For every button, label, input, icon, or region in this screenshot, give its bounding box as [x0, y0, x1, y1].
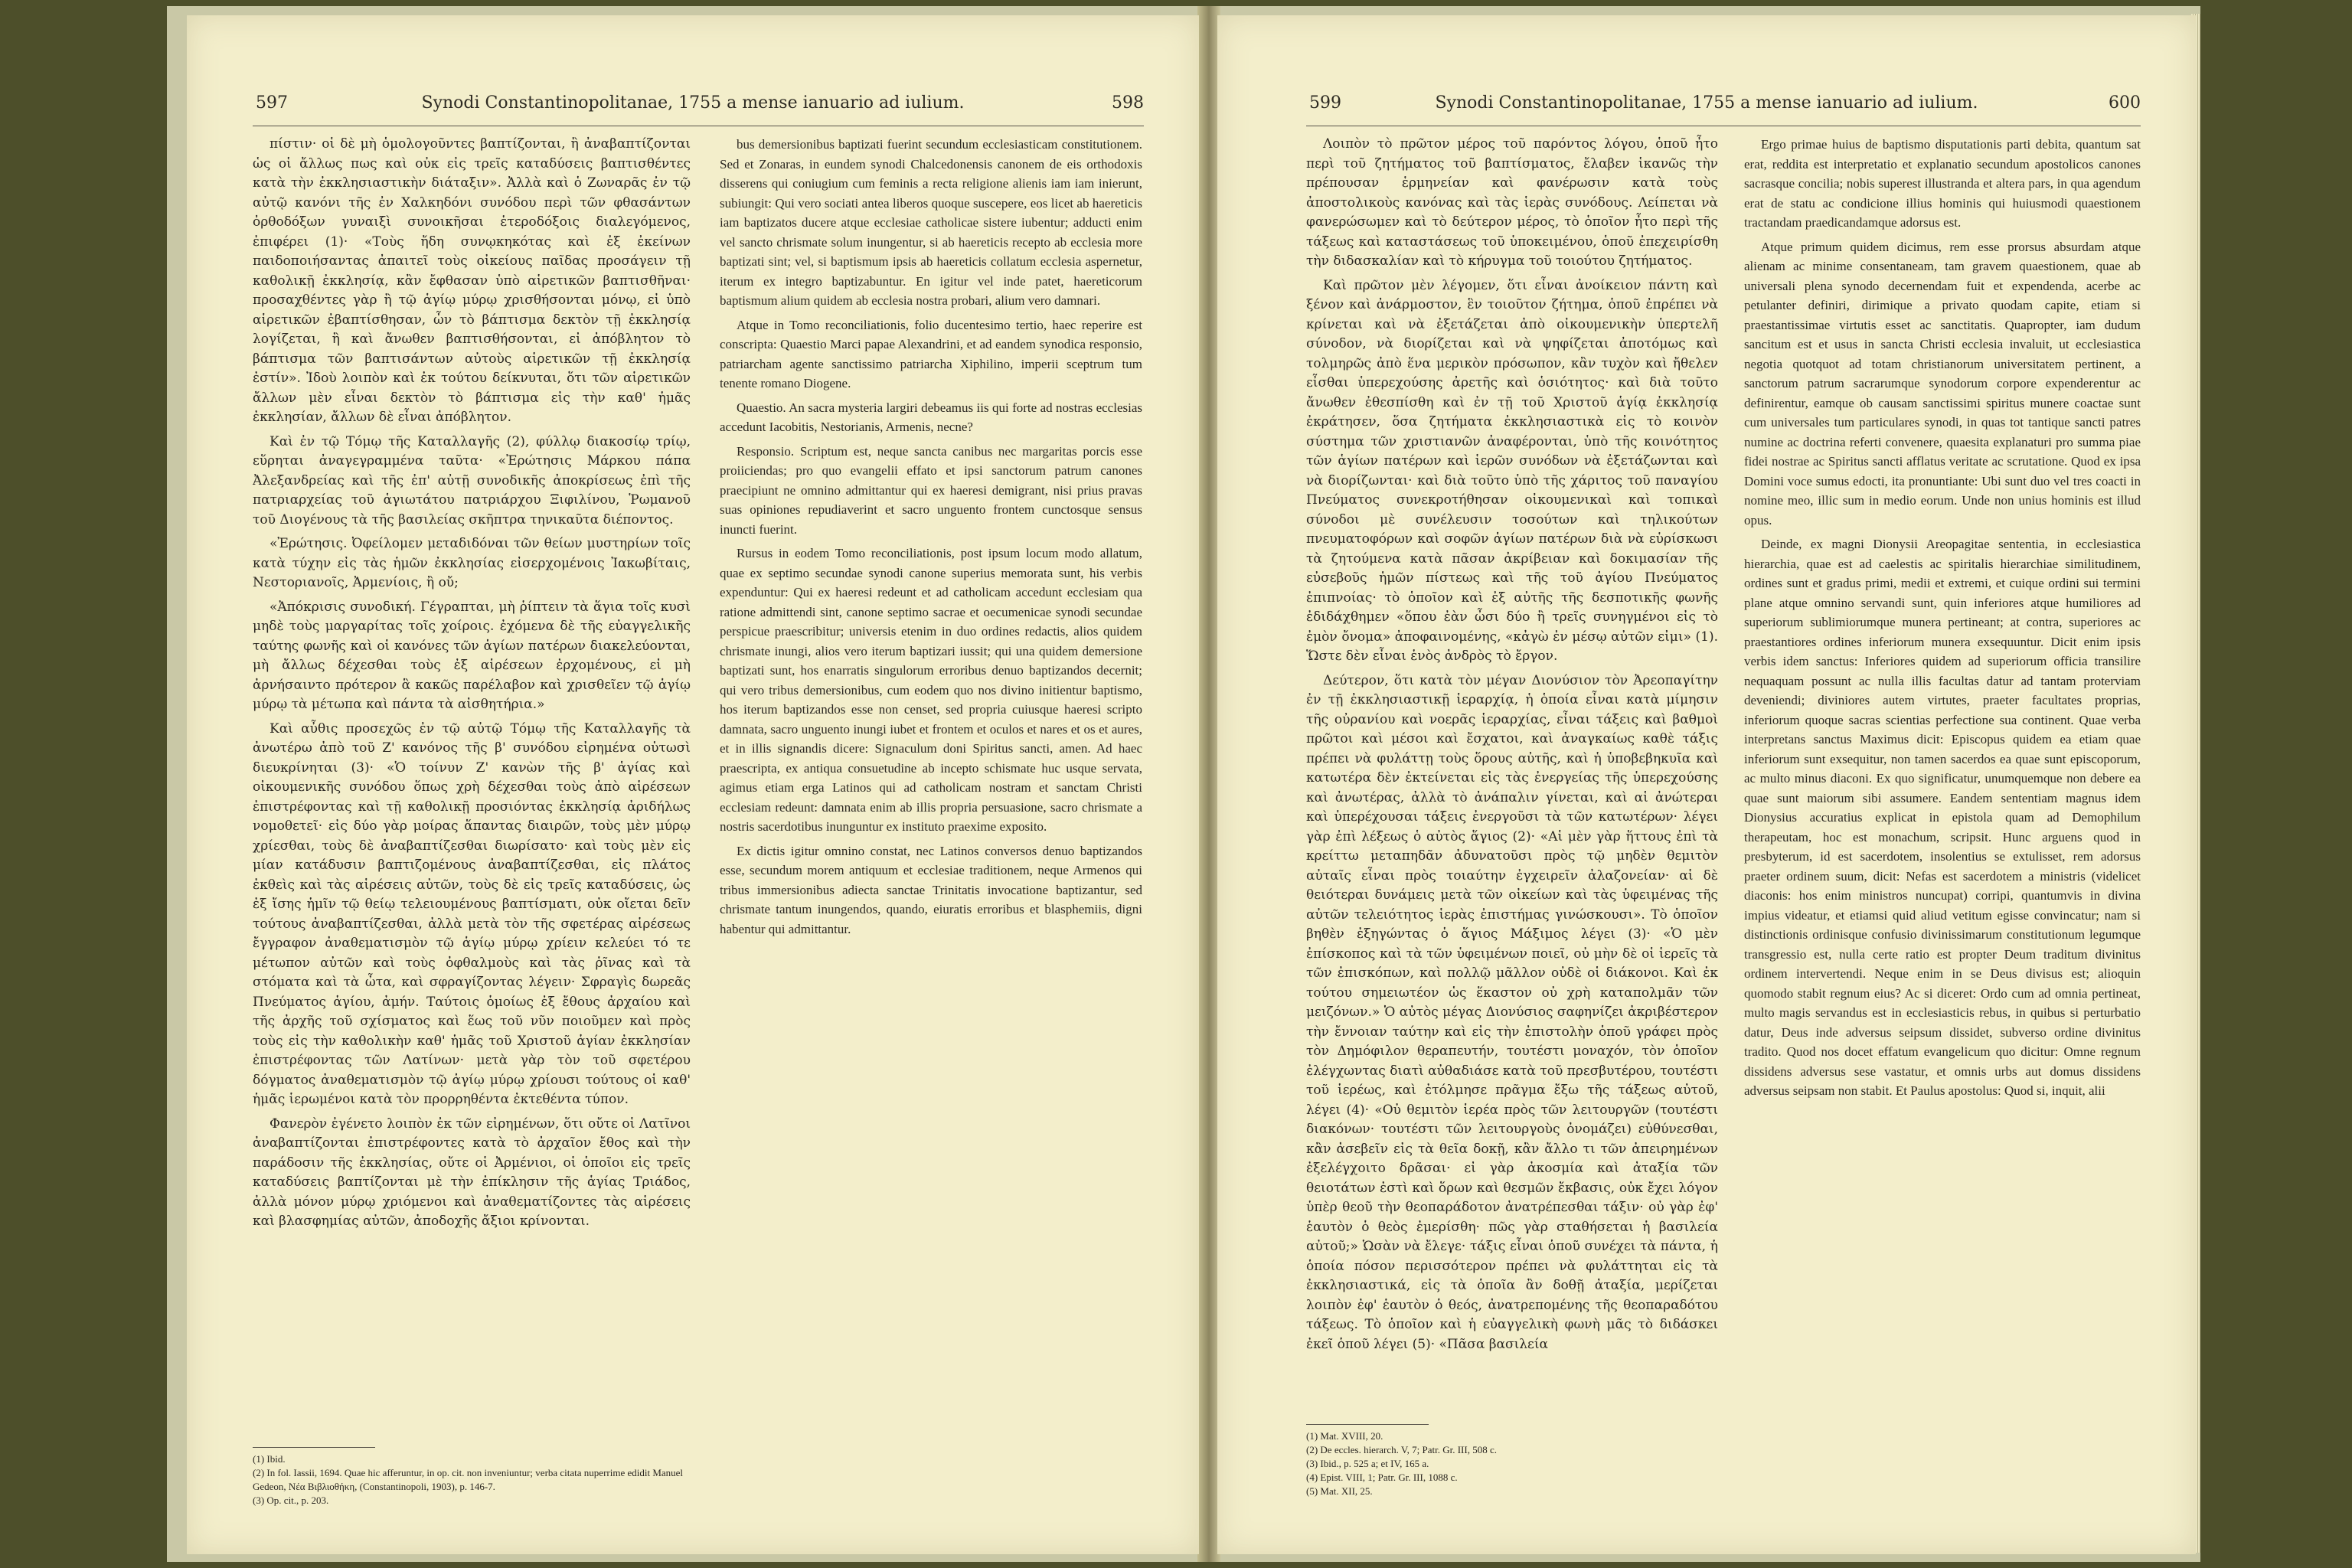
left-running-title: Synodi Constantinopolitanae, 1755 a mense ianuario ad iulium.	[421, 93, 965, 113]
left-running-head	[187, 93, 1199, 124]
right-page-number-b: 600	[2109, 93, 2141, 113]
footnote: (4) Epist. VIII, 1; Patr. Gr. III, 1088 c.	[1306, 1472, 1458, 1483]
left-greek-paragraph: Καὶ ἐν τῷ Τόμῳ τῆς Καταλλαγῆς (2), φύλλῳ διακοσίῳ τρίῳ, εὕρηται ἀναγεγραμμένα ταῦτα· «Ἐρώτησις Μάρκου πάπα Ἀλεξανδρείας καὶ τῆς ἐπ' αὐτῇ συνοδικῆς ἀποκρίσεως ἐπὶ τῆς πατριαρχείας τοῦ ἁγιωτάτου πατριάρχου Ξιφιλίνου, Ῥωμανοῦ τοῦ Διογένους τὰ τῆς βασιλείας σκῆπτρα τηνικαῦτα διέποντος.	[253, 433, 691, 528]
left-page	[187, 15, 1199, 1554]
right-greek-column	[1306, 135, 1718, 1462]
left-columns	[253, 135, 1144, 1462]
left-greek-column	[253, 135, 691, 1462]
open-book	[167, 6, 2200, 1562]
left-latin-paragraph: Quaestio. An sacra mysteria largiri debeamus iis qui forte ad nostras ecclesias accedunt Iacobitis, Nestorianis, Armenis, necne?	[720, 400, 1142, 434]
right-latin-paragraph: Atque primum quidem dicimus, rem esse prorsus absurdam atque alienam ac minime consentaneam, tam gravem quaestionem, quae ab universali plena synodo decernendam fuit et expendenda, acerbe ac petulanter definiri, dirimique a privato quodam capite, etiam si praestantissimae virtutis esset ac sanctitatis. Quapropter, iam dudum sancitum est et usus in sancta Christi ecclesia invaluit, ut ecclesiastica negotia quotquot ad totam christianorum universitatem pertinent, a sanctorum patrum sacrarumque synodorum corpore expenderentur ac definirentur, eamque ob causam sanctissimi spiritus munere coactae sunt cum universales tum particulares synodi, in quas tot tantique sancti patres numine ac doctrina referti convenere, quaesita explanaturi pro summa piae fidei nostrae ac Spiritus sancti afflatus veritate ac scrutatione. Quod ex ipsa Domini voce sumus edocti, ita pronuntiante: Ubi sunt duo vel tres coacti in nomine meo, illic sum in medio eorum. Unde non unius hominis est illud opus.	[1744, 239, 2141, 528]
right-latin-paragraph: Ergo primae huius de baptismo disputationis parti debita, quantum sat erat, reddita est interpretatio et explanatio secundum apostolicos canones sacrasque concilia; nobis superest illustranda et altera pars, in qua agendum erat de statu ac condicione illius hominis qui huiusmodi quaestionem tractandam praedicandamque adorsus est.	[1744, 137, 2141, 230]
left-latin-column	[720, 135, 1142, 1462]
right-latin-paragraph: Deinde, ex magni Dionysii Areopagitae sententia, in ecclesiastica hierarchia, quae est ad caelestis ac spiritalis hierarchiae similitudinem, ordines sunt et gradus primi, medii et extremi, et cuique ordini sui termini plane atque omnino servandi sunt, quin inferiores atque humiliores ad superiorum sublimiorumque munera pertineant; at contra, superiores ac praestantiores ordines inferiorum munera exsequuntur. Dicit enim ipsis verbis idem sanctus: Inferiores quidem ad superiorum officia transilire nequaquam possunt ac nulla illis facultas datur ad tantam proterviam deveniendi; diviniores autem virtutes, praeter facultates proprias, inferiorum quoque sacras scientias perfectione sua continent. Quae verba interpretans sanctus Maximus dicit: Episcopus quidem ea etiam quae inferiorum sunt exsequitur, non tamen sacerdos ea quae sunt episcoporum, ac multo minus diaconi. Ex quo significatur, unumquemque non debere ea quae sunt maiorum sibi assumere. Eandem sententiam magnus idem Dionysius accuratius explicat in epistola quam ad Demophilum therapeutam, hoc est monachum, scripsit. Hunc arguens quod in presbyterum, id est sacerdotem, insolentius se extulisset, rem adorsus praeter ordinem suum, dicit: Nefas est sacerdotem a ministris (videlicet diaconis: hos enim ministros nuncupat) corripi, quantumvis in divina impius videatur, et etiamsi quid aliud vetitum egisse convincatur; nam si distinctionis ordinisque confusio divinissimarum constitutionum legumque transgressio est, nulla certe ratio est propter Deum traditum divinitus ordinem intervertendi. Neque enim in se Deus divisus est; alioquin quomodo stabit regnum eius? Ac si diceret: Ordo cum ad omnia pertineat, multo magis servandus est in ecclesiasticis rebus, in quibus si perturbatio datur, Deus inde adversus seipsum dissidet, subverso ordine divinitus tradito. Quod nos docet effatum evangelicum quo dicitur: Omne regnum dissidens adversus sese vastatur, et omnis urbs aut domus dissidens adversus seipsam non stabit. Et Paulus apostolus: Quod si, inquit, alii	[1744, 537, 2141, 1098]
footnote: (5) Mat. XII, 25.	[1306, 1485, 1373, 1497]
right-page	[1217, 15, 2196, 1554]
right-footnotes	[1306, 1424, 1720, 1498]
left-greek-paragraph: «Ἐρώτησις. Ὀφείλομεν μεταδιδόναι τῶν θείων μυστηρίων τοῖς κατὰ τύχην εἰς τὰς ἡμῶν ἐκκλησίας εἰσερχομένοις Ἰακωβίταις, Νεστοριανοῖς, Ἀρμενίοις, ἢ οὔ;	[253, 536, 691, 590]
footnote: (3) Op. cit., p. 203.	[253, 1494, 329, 1506]
left-latin-paragraph: bus demersionibus baptizati fuerint secundum ecclesiasticam constitutionem. Sed et Zonaras, in eundem synodi Chalcedonensis canonem de eis orthodoxis disserens qui coniugium cum feminis a recta religione alienis iam iam inierunt, subiungit: Qui vero sociati antea liberos quoque suscepere, eos licet ab haereticis iam baptizatos ducere atque ecclesiae catholicae sistere iubentur; adducti enim vel sancto chrismate solum inungentur, si ab haereticis recepto ab ecclesia more baptizati sint; vel, si baptismum ipsis ab haereticis collatum ecclesia aspernetur, iterum ex integro baptizabuntur. En igitur vel inde patet, haereticorum baptismum alium quidem ab ecclesia nostra probari, alium vero damnari.	[720, 137, 1142, 308]
left-page-number-a: 597	[256, 93, 288, 113]
right-footnote-rule	[1306, 1424, 1429, 1425]
right-greek-paragraph: Καὶ πρῶτον μὲν λέγομεν, ὅτι εἶναι ἀνοίκειον πάντη καὶ ξένον καὶ ἀνάρμοστον, ἓν τοιοῦτον ζήτημα, ὁποῦ ἐπρέπει νὰ κρίνεται καὶ νὰ ἐξετάζεται ἀπὸ οἰκουμενικὴν ὑπερτελῆ σύνοδον, νὰ διορίζεται καὶ νὰ ψηφίζεται ἀποτόμως καὶ τολμηρῶς ἀπὸ ἕνα μερικὸν πρόσωπον, κἂν τυχὸν καὶ ἤθελεν εἶσθαι ὑπερεχούσης ἀρετῆς καὶ ὁσιότητος· καὶ διὰ τοῦτο ἄνωθεν ἐθεσπίσθη καὶ ἐν τῇ τοῦ Χριστοῦ ἁγίᾳ ἐκκλησίᾳ ἐκράτησεν, ὅσα ζητήματα ἐκκλησιαστικὰ εἰς τὸ κοινὸν σύστημα τῶν χριστιανῶν ἀναφέρονται, ὑπὸ τῆς κοινότητος τῶν ἁγίων πατέρων καὶ ἱερῶν συνόδων νὰ ἐξετάζωνται καὶ νὰ διορίζωνται· καὶ διὰ τοῦτο ὑπὸ τῆς χάριτος τοῦ παναγίου Πνεύματος συνεκροτήθησαν οἰκουμενικαὶ καὶ τοπικαὶ σύνοδοι μὲ συνέλευσιν τοσούτων καὶ τηλικούτων πνευματοφόρων καὶ σοφῶν ἁγίων πατέρων διὰ νὰ εὑρίσκωσι τὰ ζητούμενα κατὰ πᾶσαν ἀκρίβειαν καὶ δοκιμασίαν τῆς εὐσεβοῦς ἡμῶν πίστεως καὶ τῆς τοῦ ἁγίου Πνεύματος ἐπιπνοίας· τὸ ὁποῖον καὶ ἐξ αὐτῆς τῆς δεσποτικῆς φωνῆς ἐδιδάχθημεν «ὅπου ἐὰν ὦσι δύο ἢ τρεῖς συνηγμένοι εἰς τὸ ἐμὸν ὄνομα» ἀποφαινομένης, «κἀγὼ ἐν μέσῳ αὐτῶν εἰμι» (1). Ὥστε δὲν εἶναι ἑνὸς ἀνδρὸς τὸ ἔργον.	[1306, 277, 1718, 664]
left-latin-paragraph: Ex dictis igitur omnino constat, nec Latinos conversos denuo baptizandos esse, secundum morem antiquum et ecclesiae traditionem, neque Armenos qui tribus immersionibus adiecta sanctae Trinitatis invocatione baptizantur, sed chrismate tantum inungendos, quando, eiuratis erroribus et blasphemiis, digni habentur qui admittantur.	[720, 843, 1142, 936]
right-running-head	[1217, 93, 2196, 124]
right-greek-paragraph: Λοιπὸν τὸ πρῶτον μέρος τοῦ παρόντος λόγου, ὁποῦ ἦτο περὶ τοῦ ζητήματος τοῦ βαπτίσματος, ἔλαβεν ἱκανῶς τὴν πρέπουσαν ἑρμηνείαν καὶ φανέρωσιν κατὰ τοὺς ἀποστολικοὺς κανόνας καὶ τὰς ἱερὰς συνόδους. Λείπεται νὰ φανερώσωμεν καὶ τὸ δεύτερον μέρος, τὸ ὁποῖον ἦτο περὶ τῆς τάξεως καὶ καταστάσεως τοῦ ὑποκειμένου, ὁποῦ ἐπεχειρίσθη τὴν διδασκαλίαν καὶ τὸ κήρυγμα τοῦ τοιούτου ζητήματος.	[1306, 136, 1718, 269]
left-greek-paragraph: Φανερὸν ἐγένετο λοιπὸν ἐκ τῶν εἰρημένων, ὅτι οὔτε οἱ Λατῖνοι ἀναβαπτίζονται ἐπιστρέφοντες κατὰ τὸ ἀρχαῖον ἔθος καὶ τὴν παράδοσιν τῆς ἐκκλησίας, οὔτε οἱ Ἀρμένιοι, οἱ ὁποῖοι εἰς τρεῖς καταδύσεις βαπτίζονται μὲ τὴν ἐπίκλησιν τῆς ἁγίας Τριάδος, ἀλλὰ μόνον μύρῳ χριόμενοι καὶ ἀναθεματίζοντες τὰς αἱρέσεις καὶ βλασφημίας αὐτῶν, ἀποδοχῆς ἄξιοι κρίνονται.	[253, 1116, 691, 1229]
footnote: (1) Mat. XVIII, 20.	[1306, 1430, 1383, 1442]
footnote: (2) In fol. Iassii, 1694. Quae hic afferuntur, in op. cit. non inveniuntur; verba citata nuperrime edidit Manuel Gedeon, Νέα Βιβλιοθήκη, (Constantinopoli, 1903), p. 146-7.	[253, 1467, 684, 1492]
footnote: (3) Ibid., p. 525 a; et IV, 165 a.	[1306, 1458, 1429, 1469]
right-running-title: Synodi Constantinopolitanae, 1755 a mense ianuario ad iulium.	[1435, 93, 1978, 113]
left-footnote-rule	[253, 1447, 375, 1448]
left-page-number-b: 598	[1112, 93, 1144, 113]
left-greek-paragraph: πίστιν· οἱ δὲ μὴ ὁμολογοῦντες βαπτίζονται, ἢ ἀναβαπτίζονται ὡς οἱ ἄλλως πως καὶ οὐκ εἰς τρεῖς καταδύσεις βαπτισθέντες κατὰ τὴν ἐκκλησιαστικὴν διάταξιν». Ἀλλὰ καὶ ὁ Ζωναρᾶς ἐν τῷ αὐτῷ κανόνι τῆς ἐν Χαλκηδόνι συνόδου περὶ τῶν φθασάντων ὀρθοδόξων γυναιξὶ συνοικῆσαι ἑτεροδόξοις διαλεγόμενος, ἐπιφέρει (1)· «Τοὺς ἤδη συνῳκηκότας καὶ ἐξ ἐκείνων παιδοποιήσαντας ἀπαιτεῖ τοὺς οἰκείους παῖδας προσάγειν τῇ καθολικῇ ἐκκλησίᾳ, κἂν ἔφθασαν ὑπὸ αἱρετικῶν βαπτισθῆναι· προσαχθέντες γὰρ ἢ τῷ ἁγίῳ μύρῳ χρισθήσονται μόνῳ, εἰ ὑπὸ αἱρετικῶν ἐβαπτίσθησαν, ὧν τὸ βάπτισμα δεκτὸν τῇ ἐκκλησίᾳ λογίζεται, ἢ καὶ ἄνωθεν βαπτισθήσονται, εἰ ἀπόβλητον τὸ βάπτισμα τῶν βαπτισάντων αὐτοὺς αἱρετικῶν τῇ ἐκκλησίᾳ ἐστίν». Ἰδοὺ λοιπὸν καὶ ἐκ τούτου δείκνυται, ὅτι τῶν αἱρετικῶν ἄλλων μὲν εἶναι δεκτὸν τὸ βάπτισμα εἰς τὴν καθ' ἡμᾶς ἐκκλησίαν, ἄλλων δὲ εἶναι ἀπόβλητον.	[253, 136, 691, 425]
right-columns	[1306, 135, 2141, 1462]
right-greek-paragraph: Δεύτερον, ὅτι κατὰ τὸν μέγαν Διονύσιον τὸν Ἀρεοπαγίτην ἐν τῇ ἐκκλησιαστικῇ ἱεραρχίᾳ, ἡ ὁποία εἶναι κατὰ μίμησιν τῆς οὐρανίου καὶ νοερᾶς ἱεραρχίας, εἶναι τάξεις καὶ βαθμοὶ πρῶτοι καὶ μέσοι καὶ ἔσχατοι, καὶ ἀναγκαίως καθὲ τάξις πρέπει νὰ φυλάττῃ τοὺς ὅρους αὐτῆς, καὶ ἡ ὑποβεβηκυῖα καὶ κατωτέρα δὲν ἐκτείνεται εἰς τὰς ἐνεργείας τῆς ὑπερεχούσης καὶ ἀνωτέρας, ἀλλὰ τὸ ἀνάπαλιν γίνεται, καὶ αἱ ἀνώτεραι καὶ ὑπερέχουσαι τάξεις ἐνεργοῦσι τὰ τῶν κατωτέρων· λέγει γὰρ ἐπὶ λέξεως ὁ αὐτὸς ἅγιος (2)· «Αἱ μὲν γὰρ ἥττους ἐπὶ τὰ κρείττω μεταπηδᾶν ἀδυνατοῦσι πρὸς τῷ μηδὲν θεμιτὸν αὐταῖς εἶναι πρὸς τοιαύτην ἐγχειρεῖν ἀλαζονείαν· αἱ δὲ θειότεραι δυνάμεις μετὰ τῶν οἰκείων καὶ τὰς ὑφειμένας τῆς αὐτῶν τελειότητος ἱερὰς ἐπιστήμας γινώσκουσι». Τὸ ὁποῖον βηθὲν ἐξηγώντας ὁ ἅγιος Μάξιμος λέγει (3)· «Ὁ μὲν ἐπίσκοπος καὶ τὰ τῶν ὑφειμένων ποιεῖ, οὐ μὴν δὲ οἱ ἱερεῖς τὰ τῶν ἐπισκόπων, καὶ πολλῷ μᾶλλον οὐδὲ οἱ διάκονοι. Καὶ ἐκ τούτου σημειωτέον ὡς ἕκαστον οὐ χρὴ καταπολμᾶν τῶν μειζόνων.» Ὁ αὐτὸς μέγας Διονύσιος σαφηνίζει ἀκριβέστερον τὴν ἔννοιαν ταύτην καὶ εἰς τὴν ἐπιστολὴν ὁποῦ γράφει πρὸς τὸν Δημόφιλον θεραπευτήν, τουτέστι μοναχόν, τὸν ὁποῖον ἐλέγχωντας διατὶ αὐθαδιάσε κατὰ τοῦ πρεσβυτέρου, τουτέστι τοῦ ἱερέως, καὶ ἐτόλμησε πρᾶγμα ἔξω τῆς τάξεως αὐτοῦ, λέγει (4)· «Οὐ θεμιτὸν ἱερέα πρὸς τῶν λειτουργῶν (τουτέστι διακόνων· τουτέστι τῶν λειτουργοὺς ὀνομάζει) εὐθύνεσθαι, κἂν ἀσεβεῖν εἰς τὰ θεῖα δοκῇ, κἂν ἄλλο τι τῶν ἀπειρημένων ἐξελέγχοιτο δρᾶσαι· εἰ γὰρ ἀκοσμία καὶ ἀταξία τῶν θειοτάτων ἐστὶ καὶ ὅρων καὶ θεσμῶν ἔκβασις, οὐκ ἔχει λόγον ὑπὲρ θεοῦ τὴν θεοπαράδοτον ἀνατρέπεσθαι τάξιν· οὐ γὰρ ἐφ' ἑαυτὸν ὁ θεὸς ἐμερίσθη· πῶς γὰρ σταθήσεται ἡ βασιλεία αὐτοῦ;» Ὡσὰν νὰ ἔλεγε· τάξις εἶναι ὁποῦ συνέχει τὰ πάντα, ἡ ὁποία πόσον περισσότερον πρέπει νὰ φυλάττηται εἰς τὰ ἐκκλησιαστικά, εἰς τὰ ὁποῖα ἂν δοθῇ ἀταξία, μερίζεται λοιπὸν ἐφ' ἑαυτὸν ὁ θεός, ἀνατρεπομένης τῆς θεοπαραδότου τάξεως. Τὸ ὁποῖον καὶ ἡ εὐαγγελικὴ φωνὴ μᾶς τὸ διδάσκει ἐκεῖ ὁποῦ λέγει (5)· «Πᾶσα βασιλεία	[1306, 672, 1718, 1352]
left-greek-paragraph: «Ἀπόκρισις συνοδική. Γέγραπται, μὴ ῥίπτειν τὰ ἅγια τοῖς κυσὶ μηδὲ τοὺς μαργαρίτας τοῖς χοίροις. ἐχόμενα δὲ τῆς εὐαγγελικῆς ταύτης φωνῆς καὶ οἱ κανόνες τῶν ἁγίων πατέρων διακελεύονται, μὴ ἄλλως δέχεσθαι τοὺς ἐξ αἱρέσεων ἐρχομένους, εἰ μὴ ἀρνήσαιντο πρότερον ἃ κακῶς παρέλαβον καὶ χρισθεῖεν τῷ ἁγίῳ μύρῳ τὰ μέτωπα καὶ πάντα τὰ αἰσθητήρια.»	[253, 599, 691, 712]
left-latin-paragraph: Responsio. Scriptum est, neque sancta canibus nec margaritas porcis esse proiiciendas; pro quo evangelii effato et ipsi sanctorum patrum canones praecipiunt ne omnino admittantur qui ex haeresi demigrant, nisi prius pravas suas opiniones repudiaverint et sacro unguento frontem cunctosque sensus inuncti fuerint.	[720, 443, 1142, 537]
footnote: (2) De eccles. hierarch. V, 7; Patr. Gr. III, 508 c.	[1306, 1444, 1497, 1455]
left-latin-paragraph: Rursus in eodem Tomo reconciliationis, post ipsum locum modo allatum, quae ex septimo secundae synodi canone superius memorata sunt, his verbis expenduntur: Qui ex haeresi redeunt et ad catholicam accedunt ecclesiam qua ratione admittendi sint, canone septimo sacrae et oecumenicae synodi secundae perspicue praescribitur; universis etenim in duo ordines redactis, alios quidem chrismate inungi, alios vero iterum baptizari iussit; qui una quidem demersione baptizati sunt, hos enarratis singulorum erroribus denuo baptizandos decernit; qui vero tribus demersionibus, cum eodem quo nos divino initientur baptismo, hos iterum baptizandos esse non censet, sed propria cuiusque haeresi scripto damnata, sacro unguento inungi iubet et frontem et oculos et nares et os et aures, et in illis signandis dicere: Signaculum doni Spiritus sancti, amen. Ad haec praescripta, ex antiqua consuetudine ab incepto schismate huc usque servata, agimus etiam erga Latinos qui ad catholicam nostram et sanctam Christi ecclesiam redeunt: damnata enim ab illis propria persuasione, sacro chrismate a nostris sacerdotibus inunguntur ex instituto praexime exposito.	[720, 546, 1142, 834]
left-greek-paragraph: Καὶ αὖθις προσεχῶς ἐν τῷ αὐτῷ Τόμῳ τῆς Καταλλαγῆς τὰ ἀνωτέρω ἀπὸ τοῦ Ζ' κανόνος τῆς β' συνόδου εἰρημένα οὑτωσὶ διευκρίνηται (3)· «Ὁ τοίνυν Ζ' κανὼν τῆς β' ἁγίας καὶ οἰκουμενικῆς συνόδου ὅπως χρὴ δέχεσθαι τοὺς ἀπὸ αἱρέσεων ἐπιστρέφοντας καὶ τῇ καθολικῇ προσιόντας ἐκκλησίᾳ ἀριδήλως νομοθετεῖ· εἰς δύο γὰρ μοίρας ἅπαντας διαιρῶν, τοὺς μὲν μύρῳ χρίεσθαι, τοὺς δὲ ἀναβαπτίζεσθαι διωρίσατο· καὶ τοὺς μὲν εἰς μίαν κατάδυσιν βαπτιζομένους ἀναβαπτίζεσθαι, εἰς πλάτος ἐκθεὶς καὶ τὰς αἱρέσεις αὐτῶν, τοὺς δὲ εἰς τρεῖς καταδύσεις, ὡς ἐξ ἴσης ἡμῖν τῷ θείῳ τελειουμένους βαπτίσματι, οὐκ οἴεται δεῖν τούτους ἀναβαπτίζεσθαι, ἀλλὰ μετὰ τὸν τῆς σφετέρας αἱρέσεως ἔγγραφον ἀναθεματισμὸν τῷ ἁγίῳ μύρῳ χρίειν κελεύει τό τε μέτωπον αὐτῶν καὶ τοὺς ὀφθαλμοὺς καὶ τὰς ῥῖνας καὶ τὰ στόματα καὶ τὰ ὦτα, καὶ σφραγίζοντας λέγειν· Σφραγὶς δωρεᾶς Πνεύματος ἁγίου, ἀμήν. Ταύτοις ὁμοίως ἐξ ἔθους ἀρχαίου καὶ τῆς ἀρχῆς τοῦ σχίσματος καὶ ἕως τοῦ νῦν ποιοῦμεν καὶ πρὸς τοὺς εἰς τὴν καθολικὴν καθ' ἡμᾶς τοῦ Χριστοῦ ἁγίαν ἐκκλησίαν ἐπιστρέφοντας τῶν Λατίνων· μετὰ γὰρ τὸν τοῦ σφετέρου δόγματος ἀναθεματισμὸν τῷ ἁγίῳ μύρῳ χρίουσι τούτους οἱ καθ' ἡμᾶς ἱερωμένοι κατὰ τὸν προρρηθέντα ἐκτεθέντα τύπον.	[253, 720, 691, 1107]
right-page-number-a: 599	[1309, 93, 1341, 113]
right-latin-column	[1744, 135, 2141, 1462]
left-latin-paragraph: Atque in Tomo reconciliationis, folio ducentesimo tertio, haec reperire est conscripta: Quaestio Marci papae Alexandrini, et ad eandem synodica responsio, patriarcham agente sanctissimo patriarcha Xiphilino, imperii sceptrum tum tenente romano Diogene.	[720, 317, 1142, 390]
footnote: (1) Ibid.	[253, 1453, 286, 1465]
left-footnotes	[253, 1447, 691, 1508]
